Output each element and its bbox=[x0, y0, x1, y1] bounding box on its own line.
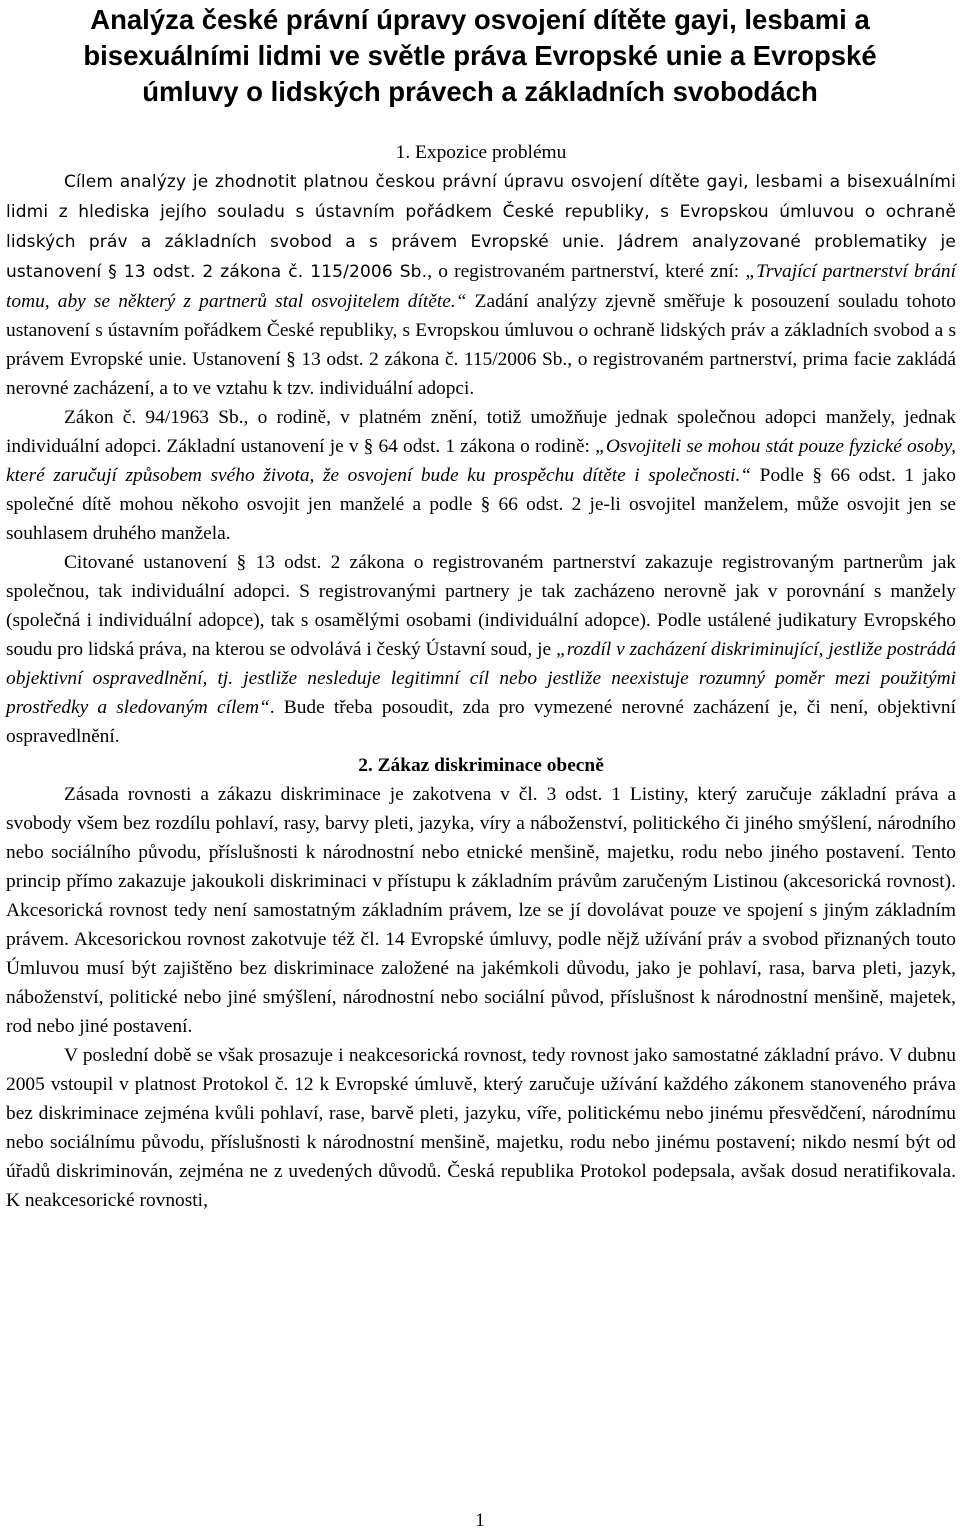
paragraph-text: Podle § 66 odst. 1 jako společné dítě mohou někoho osvojit jen manželé a podle § 66 odst. 2 je-li osvojitel manželem, může osvojit jen se souhlasem druhého manžela. bbox=[6, 465, 957, 544]
document-body bbox=[6, 138, 956, 1215]
paragraph-text: Cílem analýzy je zhodnotit platnou českou právní úpravu osvojení dítěte gayi, lesbami a bisexuálními lidmi z hlediska jejího souladu s ústavním pořádkem České republiky, s Evropskou úmluvou o ochraně lidských práv a základních svobod a s právem Evropské unie. Jádrem analyzované problematiky je ustanovení § 13 odst. 2 zákona č. 115/2006 Sb. bbox=[6, 172, 956, 282]
paragraph-text: . Bude třeba posoudit, zda pro vymezené nerovné zacházení je, či není, objektivní ospravedlnění. bbox=[6, 697, 956, 747]
section-1-paragraph-3 bbox=[6, 548, 956, 751]
paragraph-text: , o rodině, v platném znění, totiž umožňuje jednak společnou adopci manžely, jednak individuální adopci. Základní ustanovení je v § 64 odst. 1 zákona o rodině: bbox=[6, 407, 956, 457]
section-2-heading: 2. Zákaz diskriminace obecně bbox=[358, 755, 604, 776]
paragraph-text: Citované ustanovení § 13 odst. 2 zákona o registrovaném partnerství zakazuje registrovaným partnerům jak společnou, tak individuální adopci. S registrovanými partnery je tak zacházeno nerovně jak v porovnání s manžely (společná i individuální adopce), tak s osamělými osobami (individuální adopce). Podle ustálené judikatury Evropského soudu pro lidská práva, na kterou se odvolává i český Ústavní soud, je bbox=[6, 552, 956, 660]
paragraph-text: , o registrovaném partnerství, které zní: bbox=[427, 261, 746, 282]
paragraph-text: , o registrovaném partnerství, prima facie zakládá nerovné zacházení, a to ve vztahu k tzv. individuální adopci. bbox=[6, 349, 956, 399]
quote-text: „rozdíl v zacházení diskriminující, jestliže postrádá objektivní ospravedlnění, tj. jestliže nesleduje legitimní cíl nebo jestliže neexistuje rozumný poměr mezi použitými prostředky a sledovaným cílem“ bbox=[6, 639, 956, 718]
page-number: 1 bbox=[475, 1510, 485, 1531]
quote-text: „Trvající partnerství brání tomu, aby se některý z partnerů stal osvojitelem dítěte.“ bbox=[6, 261, 957, 312]
quote-text: „Osvojiteli se mohou stát pouze fyzické osoby, které zaručují způsobem svého života, že osvojení bude ku prospěchu dítěte i společnosti.“ bbox=[6, 436, 957, 486]
section-2-paragraph-2: V poslední době se však prosazuje i neakcesorická rovnost, tedy rovnost jako samostatné základní právo. V dubnu 2005 vstoupil v platnost Protokol č. 12 k Evropské úmluvě, který zaručuje užívání každého zákonem stanoveného práva bez diskriminace zejména kvůli pohlaví, rase, barvě pleti, jazyku, víře, politickému nebo jinému přesvědčení, národnímu nebo sociálnímu původu, příslušnosti k národnostní menšině, majetku, rodu nebo jinému postavení; nikdo nesmí být od úřadů diskriminován, zejména ne z uvedených důvodů. Česká republika Protokol podepsala, avšak dosud neratifikovala. K neakcesorické rovnosti, bbox=[6, 1045, 956, 1211]
section-2-paragraph-1: Zásada rovnosti a zákazu diskriminace je zakotvena v čl. 3 odst. 1 Listiny, který zaručuje základní práva a svobody všem bez rozdílu pohlaví, rasy, barvy pleti, jazyka, víry a náboženství, politického či jiného smýšlení, národního nebo sociálního původu, příslušnosti k národnostní nebo etnické menšině, majetku, rodu nebo jiného postavení. Tento princip přímo zakazuje jakoukoli diskriminaci v přístupu k základním právům zaručeným Listinou (akcesorická rovnost). Akcesorická rovnost tedy není samostatným základním právem, lze se jí dovolávat pouze ve spojení s jiným základním právem. Akcesorickou rovnost zakotvuje též čl. 14 Evropské úmluvy, podle nějž užívání práv a svobod přiznaných touto Úmluvou musí být zajištěno bez diskriminace založené na jakémkoli důvodu, jako je pohlaví, rasa, barva pleti, jazyk, náboženství, politické nebo jiné smýšlení, národnostní nebo sociální původ, příslušnost k národnostní menšině, majetek, rod nebo jiné postavení. bbox=[6, 784, 956, 1037]
paragraph-text: Zadání analýzy zjevně směřuje k posouzení souladu tohoto ustanovení s ústavním pořádkem České republiky, s Evropskou úmluvou o ochraně lidských práv a základních svobod a s právem Evropské unie. Ustanovení § 13 odst. 2 zákona č. 115/2006 Sb. bbox=[6, 291, 956, 370]
document-title: Analýza české právní úpravy osvojení dítěte gayi, lesbami a bisexuálními lidmi ve světle práva Evropské unie a Evropské úmluvy o lidských právech a základních svobodách bbox=[83, 4, 877, 107]
section-1-paragraph-2 bbox=[6, 403, 956, 548]
section-1-heading: 1. Expozice problému bbox=[395, 142, 567, 163]
section-1-paragraph-1 bbox=[6, 167, 956, 403]
paragraph-text: Zákon č. 94/1963 Sb. bbox=[64, 407, 244, 428]
